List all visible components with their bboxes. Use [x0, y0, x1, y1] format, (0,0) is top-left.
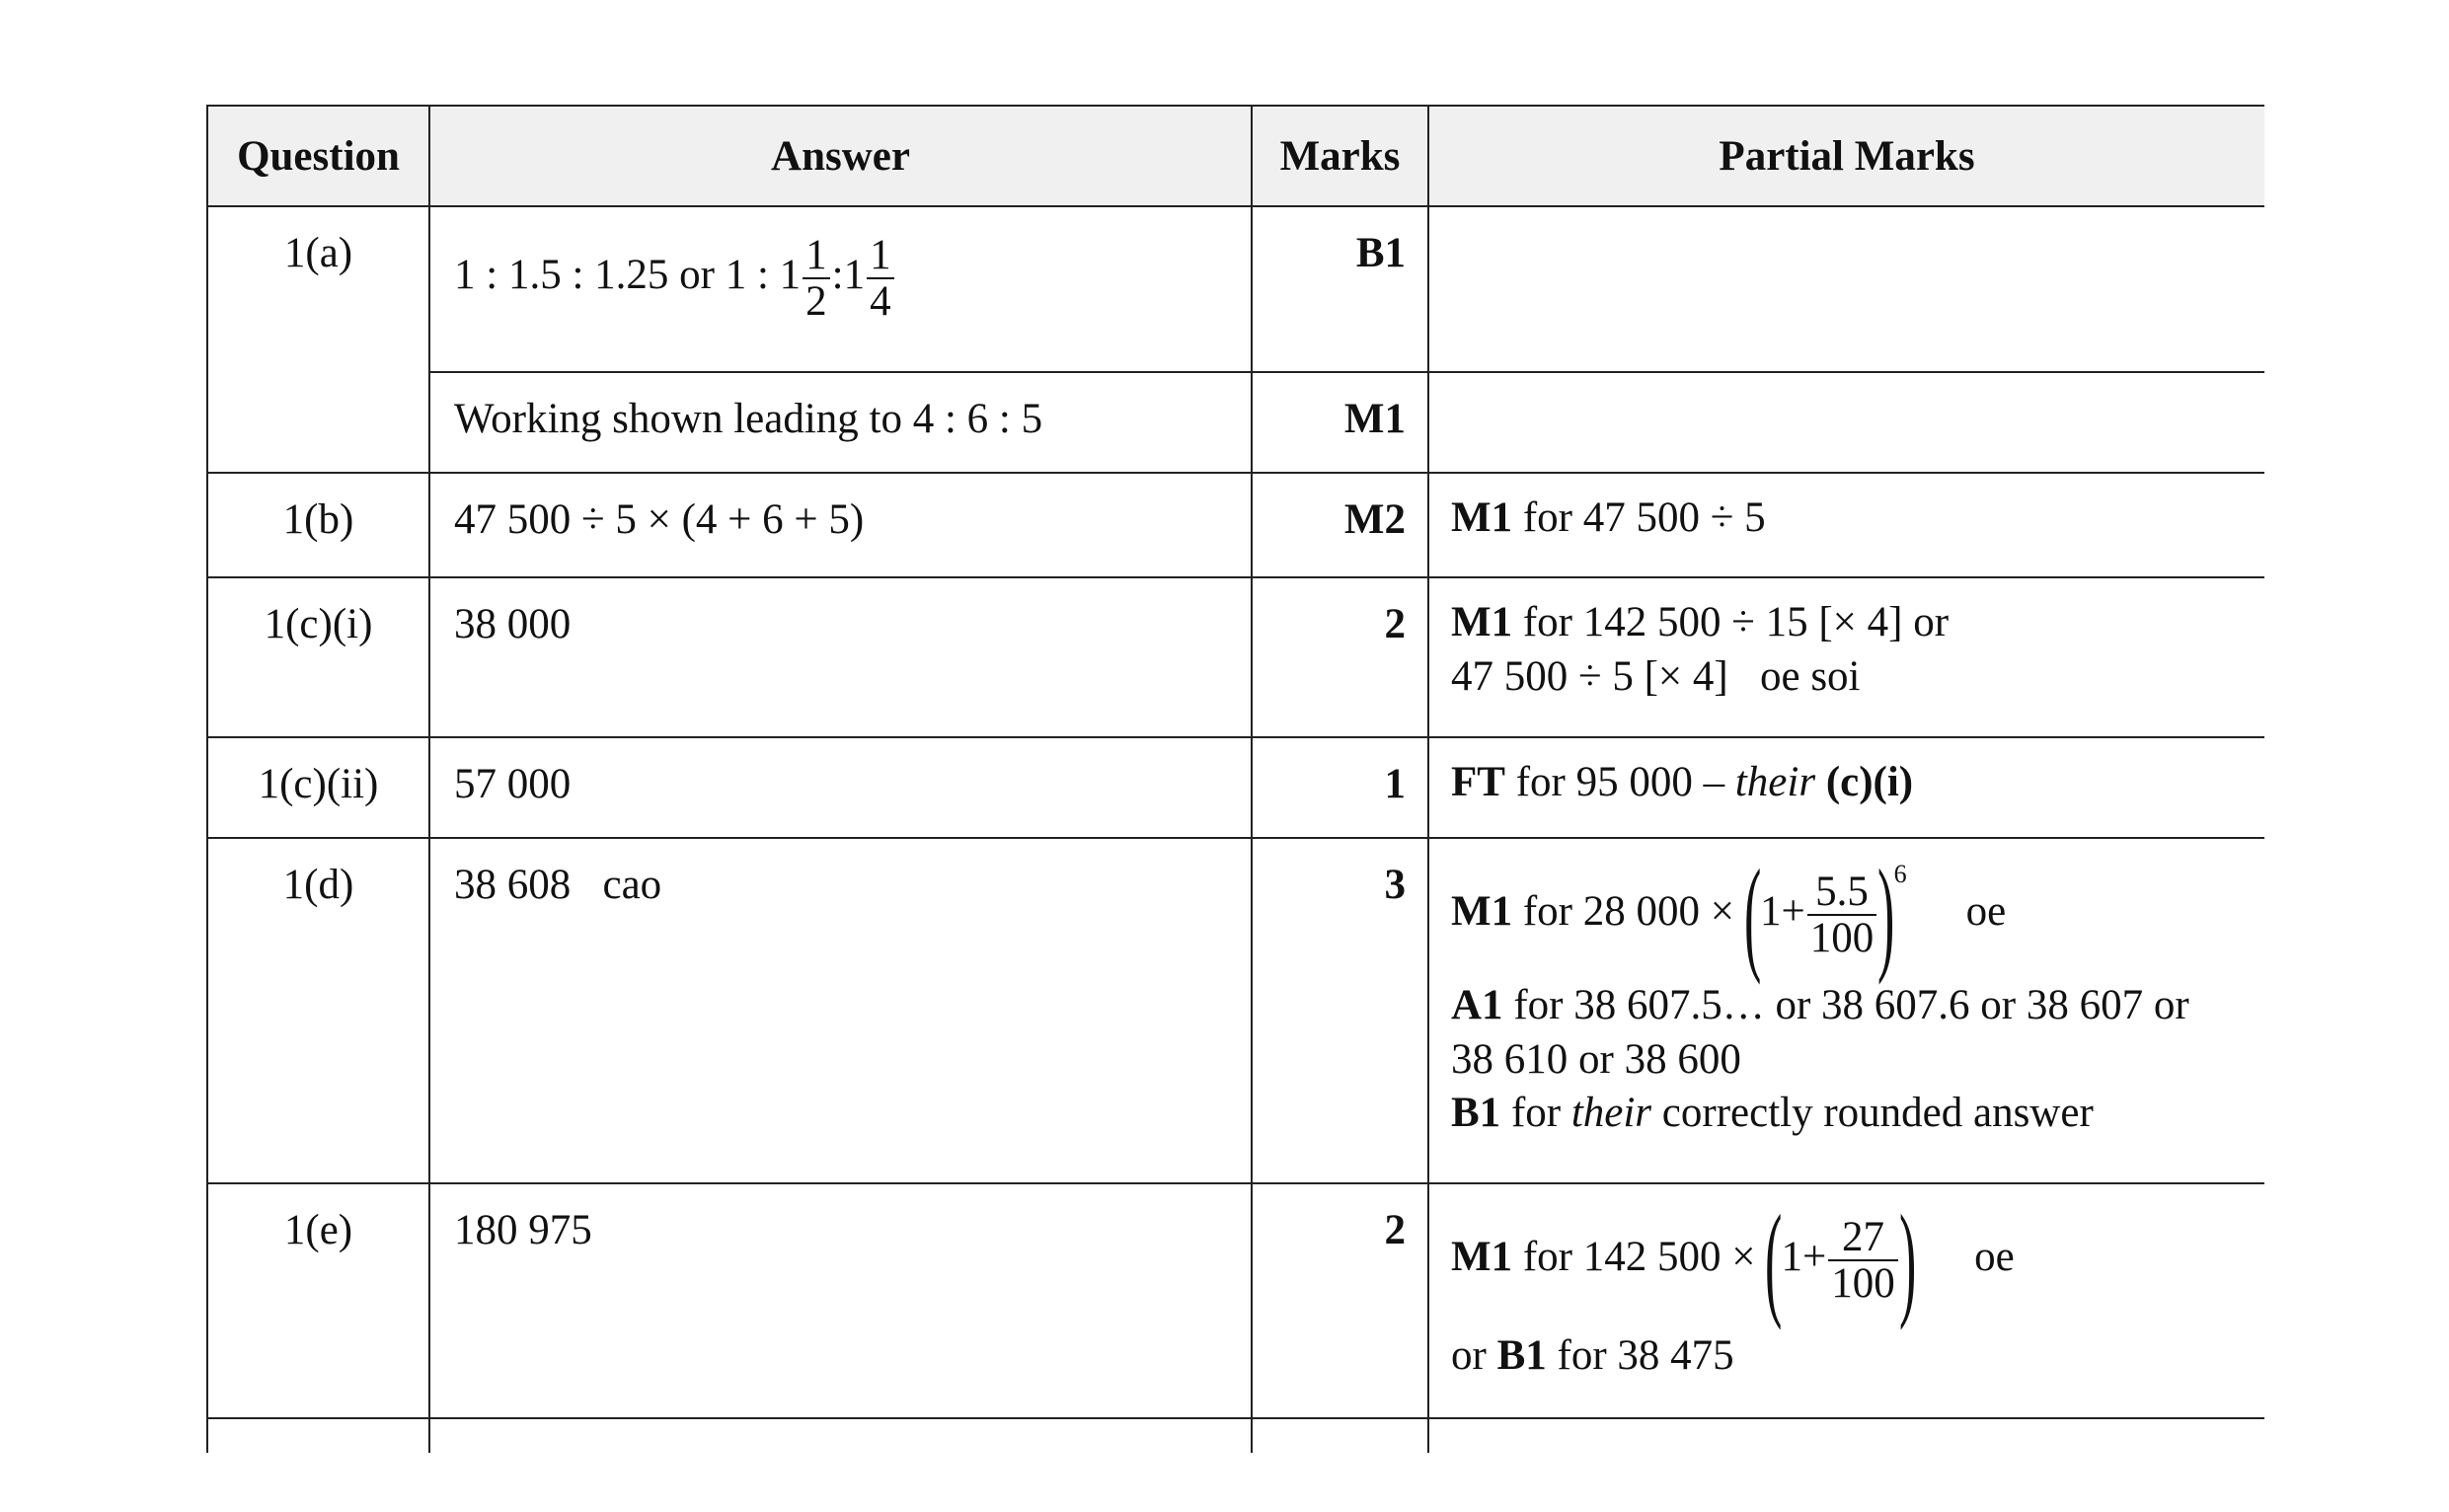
header-partial-marks: Partial Marks	[1428, 106, 2264, 206]
fraction	[1828, 1215, 1898, 1306]
partial-marks-cell	[1428, 473, 2264, 577]
table-row	[207, 1183, 2264, 1418]
partial-text: for	[1500, 1090, 1571, 1137]
fraction-denominator: 2	[805, 278, 827, 326]
partial-line: 38 610 or 38 600	[1451, 1035, 1741, 1083]
fraction	[867, 233, 894, 324]
fraction-denominator: 100	[1809, 915, 1875, 961]
table-row	[207, 737, 2264, 838]
fraction-numerator: 27	[1828, 1215, 1898, 1261]
partial-line	[1451, 1087, 2264, 1141]
answer-cell: 38 608 cao	[429, 838, 1252, 1183]
partial-text: for 95 000 –	[1504, 759, 1735, 805]
marks-cell: 1	[1252, 737, 1428, 838]
header-answer: Answer	[429, 106, 1252, 206]
partial-line	[1451, 1189, 2264, 1331]
mark-code: A1	[1451, 982, 1503, 1028]
their-italic: their	[1734, 759, 1816, 805]
one-plus: 1+	[1760, 887, 1805, 935]
partial-text: for 142 500 ×	[1512, 1233, 1767, 1280]
question-cell: 1(c)(ii)	[207, 737, 429, 838]
mark-code: M1	[1451, 599, 1513, 645]
one-plus: 1+	[1781, 1233, 1827, 1280]
question-cell: 1(d)	[207, 838, 429, 1183]
question-cell: 1(a)	[207, 206, 429, 473]
partial-marks-cell	[1428, 1183, 2264, 1418]
partial-marks-cell	[1428, 838, 2264, 1183]
fraction	[803, 233, 830, 324]
partial-text: for 38 475	[1546, 1332, 1734, 1379]
fraction-numerator: 1	[803, 233, 830, 279]
mark-code: M1	[1451, 1233, 1513, 1280]
mark-code: M1	[1451, 494, 1513, 541]
table-row	[207, 372, 2264, 473]
right-paren: )	[1898, 1189, 1917, 1331]
partial-marks-cell	[1428, 1418, 2264, 1453]
header-marks: Marks	[1252, 106, 1428, 206]
mark-scheme-table	[206, 105, 2264, 1453]
answer-cell: 38 000	[429, 577, 1252, 737]
marks-cell	[1252, 1418, 1428, 1453]
answer-separator: :1	[831, 252, 866, 299]
partial-marks-cell	[1428, 737, 2264, 838]
fraction-numerator: 1	[867, 233, 894, 279]
partial-text: for 47 500 ÷ 5	[1512, 494, 1766, 541]
marks-cell: B1	[1252, 206, 1428, 372]
answer-cell	[429, 1418, 1252, 1453]
fraction-denominator: 100	[1831, 1260, 1895, 1307]
partial-text: for 38 607.5… or 38 607.6 or 38 607 or	[1502, 982, 2189, 1028]
left-paren: (	[1743, 844, 1762, 986]
mark-code: B1	[1451, 1090, 1501, 1137]
partial-line	[1451, 979, 2264, 1033]
partial-line	[1451, 596, 2264, 650]
marks-cell: M2	[1252, 473, 1428, 577]
partial-text: correctly rounded answer	[1651, 1090, 2094, 1137]
table-row	[207, 838, 2264, 1183]
answer-cell: 47 500 ÷ 5 × (4 + 6 + 5)	[429, 473, 1252, 577]
their-italic: their	[1570, 1090, 1652, 1137]
header-row	[207, 106, 2264, 206]
partial-marks-cell	[1428, 206, 2264, 372]
partial-text: for 28 000 ×	[1512, 887, 1745, 935]
marks-cell: 3	[1252, 838, 1428, 1183]
header-question: Question	[207, 106, 429, 206]
partial-marks-cell	[1428, 577, 2264, 737]
question-cell: 1(e)	[207, 1183, 429, 1418]
fraction	[1807, 869, 1877, 960]
partial-line	[1451, 844, 2264, 986]
table-row	[207, 473, 2264, 577]
oe-text: oe	[1974, 1233, 2015, 1280]
answer-cell: Working shown leading to 4 : 6 : 5	[429, 372, 1252, 473]
mark-scheme	[206, 105, 2264, 1453]
partial-line: 47 500 ÷ 5 [× 4] oe soi	[1451, 652, 1861, 700]
marks-cell: 2	[1252, 1183, 1428, 1418]
mark-code: M1	[1451, 887, 1513, 935]
marks-cell: 2	[1252, 577, 1428, 737]
answer-cell	[429, 206, 1252, 372]
part-reference: (c)(i)	[1815, 759, 1914, 805]
partial-text: for 142 500 ÷ 15 [× 4] or	[1512, 599, 1950, 645]
mark-code: FT	[1451, 759, 1505, 805]
left-paren: (	[1765, 1189, 1783, 1331]
table-row	[207, 577, 2264, 737]
fraction-denominator: 4	[870, 278, 891, 326]
table-row	[207, 1418, 2264, 1453]
question-cell	[207, 1418, 429, 1453]
marks-cell: M1	[1252, 372, 1428, 473]
or-text: or	[1451, 1332, 1497, 1379]
partial-line	[1451, 1324, 2264, 1389]
answer-cell: 180 975	[429, 1183, 1252, 1418]
fraction-numerator: 5.5	[1807, 869, 1877, 916]
question-cell: 1(b)	[207, 473, 429, 577]
right-paren: )	[1877, 844, 1895, 986]
answer-cell: 57 000	[429, 737, 1252, 838]
mark-code: B1	[1496, 1332, 1547, 1379]
oe-text: oe	[1965, 887, 2007, 935]
partial-marks-cell	[1428, 372, 2264, 473]
answer-text: 1 : 1.5 : 1.25 or 1 : 1	[454, 252, 802, 299]
table-row	[207, 206, 2264, 372]
exponent: 6	[1893, 859, 1907, 888]
question-cell: 1(c)(i)	[207, 577, 429, 737]
